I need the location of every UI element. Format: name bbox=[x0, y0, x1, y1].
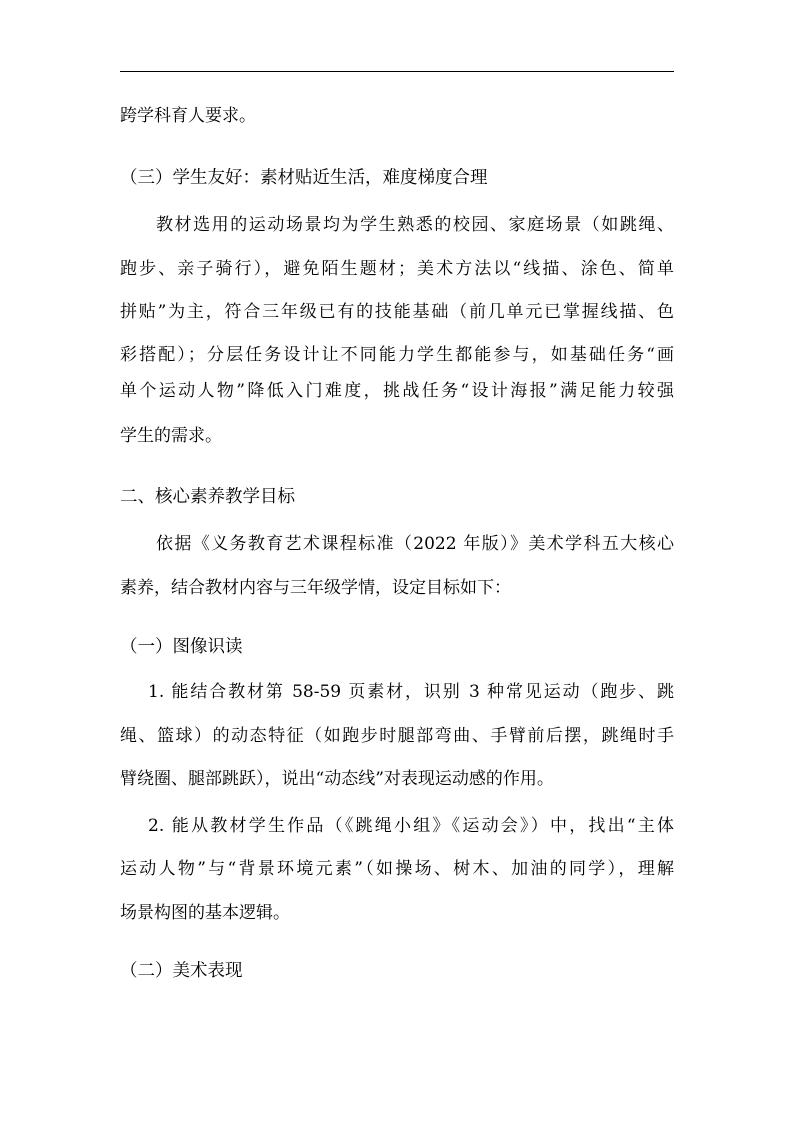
paragraph-line: 跨学科育人要求。 bbox=[120, 106, 256, 126]
paragraph-line: 单个运动人物”降低入门难度，挑战任务“设计海报”满足能力较强 bbox=[120, 381, 674, 401]
section-heading: （三）学生友好：素材贴近生活，难度梯度合理 bbox=[120, 168, 488, 188]
section-heading: （二）美术表现 bbox=[120, 961, 243, 981]
paragraph-line: 素养，结合教材内容与三年级学情，设定目标如下： bbox=[120, 578, 511, 598]
paragraph-line: 彩搭配）；分层任务设计让不同能力学生都能参与，如基础任务“画 bbox=[120, 345, 674, 365]
paragraph-line: 学生的需求。 bbox=[120, 426, 222, 446]
chapter-heading: 二、核心素养教学目标 bbox=[120, 487, 295, 507]
paragraph-line: 教材选用的运动场景均为学生熟悉的校园、家庭场景（如跳绳、 bbox=[156, 215, 674, 235]
paragraph-line: 2. 能从教材学生作品（《跳绳小组》《运动会》）中，找出“主体 bbox=[148, 816, 674, 836]
section-heading: （一）图像识读 bbox=[120, 637, 243, 657]
paragraph-line: 依据《义务教育艺术课程标准（2022 年版）》美术学科五大核心 bbox=[156, 534, 674, 554]
header-rule bbox=[120, 71, 674, 72]
paragraph-line: 场景构图的基本逻辑。 bbox=[120, 903, 290, 923]
paragraph-line: 臂绕圈、腿部跳跃），说出“动态线”对表现运动感的作用。 bbox=[120, 769, 554, 789]
paragraph-line: 运动人物”与“背景环境元素”（如操场、树木、加油的同学），理解 bbox=[120, 859, 674, 879]
paragraph-line: 跑步、亲子骑行），避免陌生题材；美术方法以“线描、涂色、简单 bbox=[120, 259, 674, 279]
paragraph-line: 绳、篮球）的动态特征（如跑步时腿部弯曲、手臂前后摆，跳绳时手 bbox=[120, 726, 674, 746]
paragraph-line: 1. 能结合教材第 58-59 页素材，识别 3 种常见运动（跑步、跳 bbox=[148, 682, 674, 702]
paragraph-line: 拼贴”为主，符合三年级已有的技能基础（前几单元已掌握线描、色 bbox=[120, 302, 674, 322]
